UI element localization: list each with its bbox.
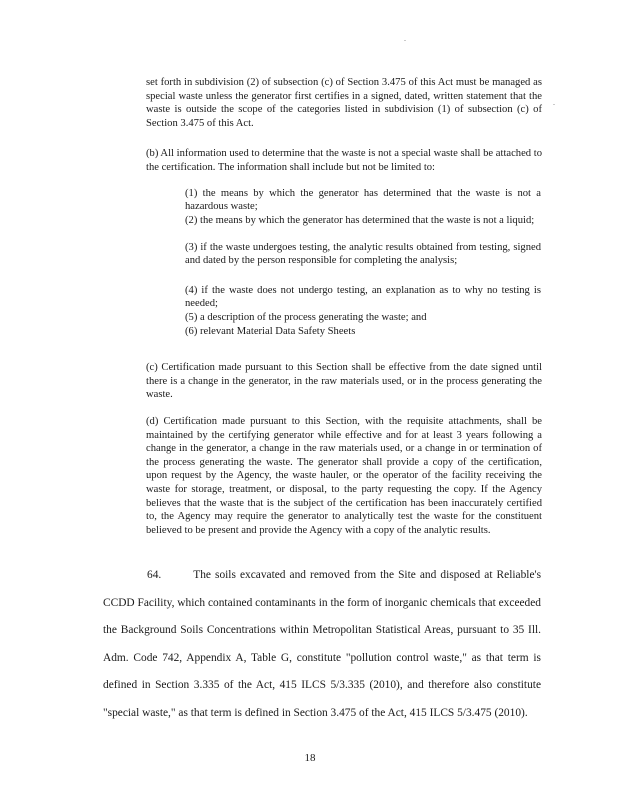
list-item-3: (3) if the waste undergoes testing, the analytic results obtained from testing, signed and dated by the person responsible for completing the analysis; xyxy=(185,242,541,267)
paragraph-number: 64. xyxy=(147,569,162,581)
list-item-5: (5) a description of the process generating the waste; and xyxy=(185,312,427,323)
quoted-paragraph-c: (c) Certification made pursuant to this Section shall be effective from the date signed until there is a change in the generator, in the raw materials used, or in the process generating the waste. xyxy=(146,362,542,401)
quoted-paragraph-b: (b) All information used to determine that the waste is not a special waste shall be attached to the certification. The information shall include but not be limited to: xyxy=(146,148,542,173)
paragraph-64-text: The soils excavated and removed from the Site and disposed at Reliable's CCDD Facility, which contained contaminants in the form of inorganic chemicals that exceeded the Background Soils Concentrations within Metropolitan Statistical Areas, pursuant to 35 Ill. Adm. Code 742, Appendix A, Table G, constitute "pollution control waste," as that term is defined in Section 3.335 of the Act, 415 ILCS 5/3.335 (2010), and therefore also constitute "special waste," as that term is defined in Section 3.475 of the Act, 415 ILCS 5/3.475 (2010). xyxy=(103,569,541,719)
list-item-2: (2) the means by which the generator has determined that the waste is not a liquid; xyxy=(185,215,535,226)
page-number: 18 xyxy=(304,752,316,764)
scan-speck: . xyxy=(553,98,555,107)
quoted-intro-paragraph: set forth in subdivision (2) of subsection (c) of Section 3.475 of this Act must be managed as special waste unless the generator first certifies in a signed, dated, written statement that the waste is outside the scope of the categories listed in subdivision (1) of subsection (c) of Section 3.475 of this Act. xyxy=(146,77,542,129)
list-item-1: (1) the means by which the generator has determined that the waste is not a hazardous waste; xyxy=(185,188,541,213)
list-item-4: (4) if the waste does not undergo testing, an explanation as to why no testing is needed; xyxy=(185,285,541,310)
quoted-paragraph-d: (d) Certification made pursuant to this Section, with the requisite attachments, shall be maintained by the certifying generator while effective and for at least 3 years following a change in the generator, a change in the raw materials used, or a change in or termination of the process generating the waste. The generator shall provide a copy of the certification, upon request by the Agency, the waste hauler, or the operator of the facility receiving the waste for storage, treatment, or disposal, to the party requesting the copy. If the Agency believes that the waste that is the subject of the certification has been inaccurately certified to, the Agency may require the generator to analytically test the waste for the constituent believed to be present and provide the Agency with a copy of the analytic results. xyxy=(146,416,542,536)
list-item-6: (6) relevant Material Data Safety Sheets xyxy=(185,326,356,337)
paragraph-64 xyxy=(103,562,541,728)
scan-speck: . xyxy=(404,34,406,43)
